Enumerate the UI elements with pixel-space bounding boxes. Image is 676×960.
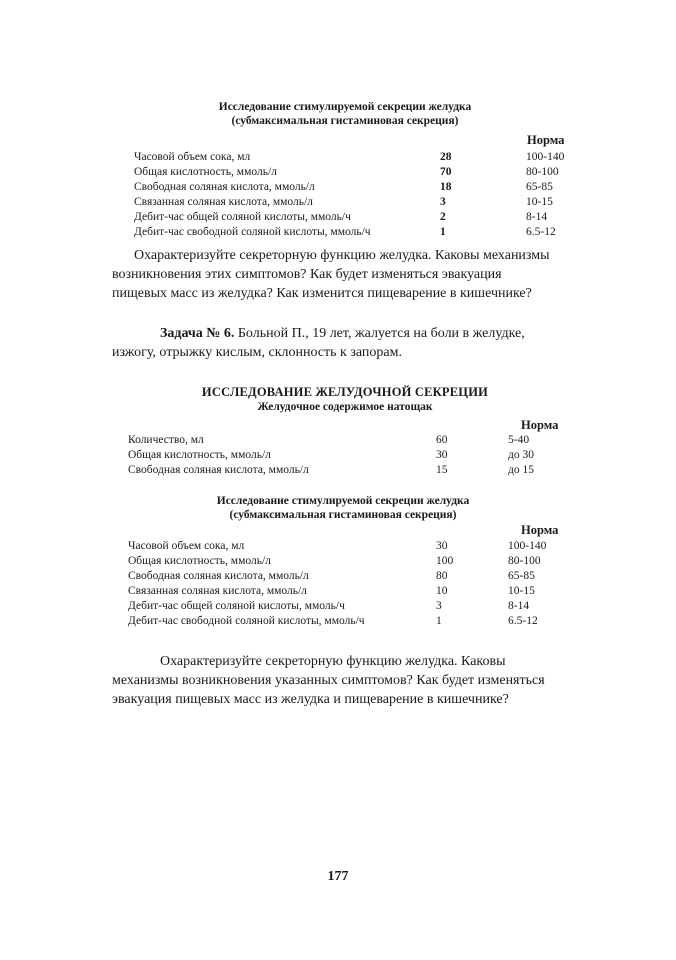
row-value: 70 [440,166,452,178]
row-norm: 5-40 [508,434,530,446]
table-row [134,165,584,180]
table-row [128,433,578,448]
row-norm: 65-85 [526,181,553,193]
row-norm: до 15 [508,464,534,476]
row-value: 80 [436,570,448,582]
row-label: Свободная соляная кислота, ммоль/л [134,181,315,193]
table-row [134,195,584,210]
row-norm: 100-140 [508,540,547,552]
row-value: 1 [440,226,446,238]
task6-paragraph [112,324,586,362]
question1-line2: возникновения этих симптомов? Как будет изменяться эвакуация [112,267,502,282]
table-row [134,225,584,240]
question2-paragraph [112,652,586,709]
row-norm: 100-140 [526,151,565,163]
section3-title-line1: Исследование стимулируемой секреции желудка [216,495,470,507]
row-label: Дебит-час свободной соляной кислоты, ммоль/ч [128,615,365,627]
row-norm: 10-15 [508,585,535,597]
table-row [128,599,578,614]
row-value: 2 [440,211,446,223]
row-norm: до 30 [508,449,534,461]
row-label: Количество, мл [128,434,204,446]
section3-norm-header: Норма [521,523,559,537]
row-value: 28 [440,151,452,163]
section1-table [134,150,584,240]
section3-title-line2: (субмаксимальная гистаминовая секреция) [229,509,457,521]
row-value: 3 [436,600,442,612]
question1-paragraph [112,246,586,303]
section2-subtitle: Желудочное содержимое натощак [257,401,433,413]
table-row [128,463,578,478]
question2-line2: механизмы возникновения указанных симптомов? Как будет изменяться [112,673,545,688]
row-norm: 6.5-12 [526,226,556,238]
row-label: Дебит-час свободной соляной кислоты, ммоль/ч [134,226,371,238]
row-value: 100 [436,555,454,567]
section2-table [128,433,578,478]
row-label: Дебит-час общей соляной кислоты, ммоль/ч [134,211,351,223]
row-norm: 8-14 [526,211,548,223]
table-row [128,614,578,629]
row-value: 1 [436,615,442,627]
row-norm: 6.5-12 [508,615,538,627]
row-norm: 10-15 [526,196,553,208]
row-norm: 65-85 [508,570,535,582]
table-row [128,584,578,599]
section3-table [128,539,578,629]
row-value: 60 [436,434,448,446]
row-value: 30 [436,540,448,552]
question1-line1: Охарактеризуйте секреторную функцию желудка. Каковы механизмы [134,248,550,263]
row-label: Связанная соляная кислота, ммоль/л [134,196,313,208]
row-label: Свободная соляная кислота, ммоль/л [128,570,309,582]
row-value: 18 [440,181,452,193]
question2-line3: эвакуация пищевых масс из желудка и пищеварение в кишечнике? [112,692,509,707]
section1-title-line2: (субмаксимальная гистаминовая секреция) [231,115,459,127]
row-label: Часовой объем сока, мл [134,151,251,163]
table-row [134,210,584,225]
task6-text-line1: Больной П., 19 лет, жалуется на боли в желудке, [234,326,525,341]
table-row [128,569,578,584]
row-value: 10 [436,585,448,597]
row-label: Свободная соляная кислота, ммоль/л [128,464,309,476]
table-row [134,180,584,195]
section2-norm-header: Норма [521,418,559,432]
row-label: Дебит-час общей соляной кислоты, ммоль/ч [128,600,345,612]
question2-line1: Охарактеризуйте секреторную функцию желудка. Каковы [160,654,506,669]
row-value: 30 [436,449,448,461]
row-label: Общая кислотность, ммоль/л [128,449,271,461]
table-row [128,539,578,554]
row-label: Связанная соляная кислота, ммоль/л [128,585,307,597]
section2-title-main: ИССЛЕДОВАНИЕ ЖЕЛУДОЧНОЙ СЕКРЕЦИИ [201,385,489,399]
section2-title [180,385,510,414]
section1-norm-header: Норма [527,133,565,147]
row-norm: 8-14 [508,600,530,612]
section3-title [178,494,508,522]
row-norm: 80-100 [526,166,559,178]
table-row [128,448,578,463]
table-row [134,150,584,165]
row-norm: 80-100 [508,555,541,567]
row-label: Часовой объем сока, мл [128,540,245,552]
page-number: 177 [327,869,349,884]
section1-title [180,100,510,128]
row-label: Общая кислотность, ммоль/л [134,166,277,178]
question1-line3: пищевых масс из желудка? Как изменится пищеварение в кишечнике? [112,286,532,301]
section1-title-line1: Исследование стимулируемой секреции желудка [218,101,472,113]
row-value: 15 [436,464,448,476]
task6-label: Задача № 6. [160,326,235,341]
row-label: Общая кислотность, ммоль/л [128,555,271,567]
task6-text-line2: изжогу, отрыжку кислым, склонность к запорам. [112,345,402,360]
table-row [128,554,578,569]
row-value: 3 [440,196,446,208]
